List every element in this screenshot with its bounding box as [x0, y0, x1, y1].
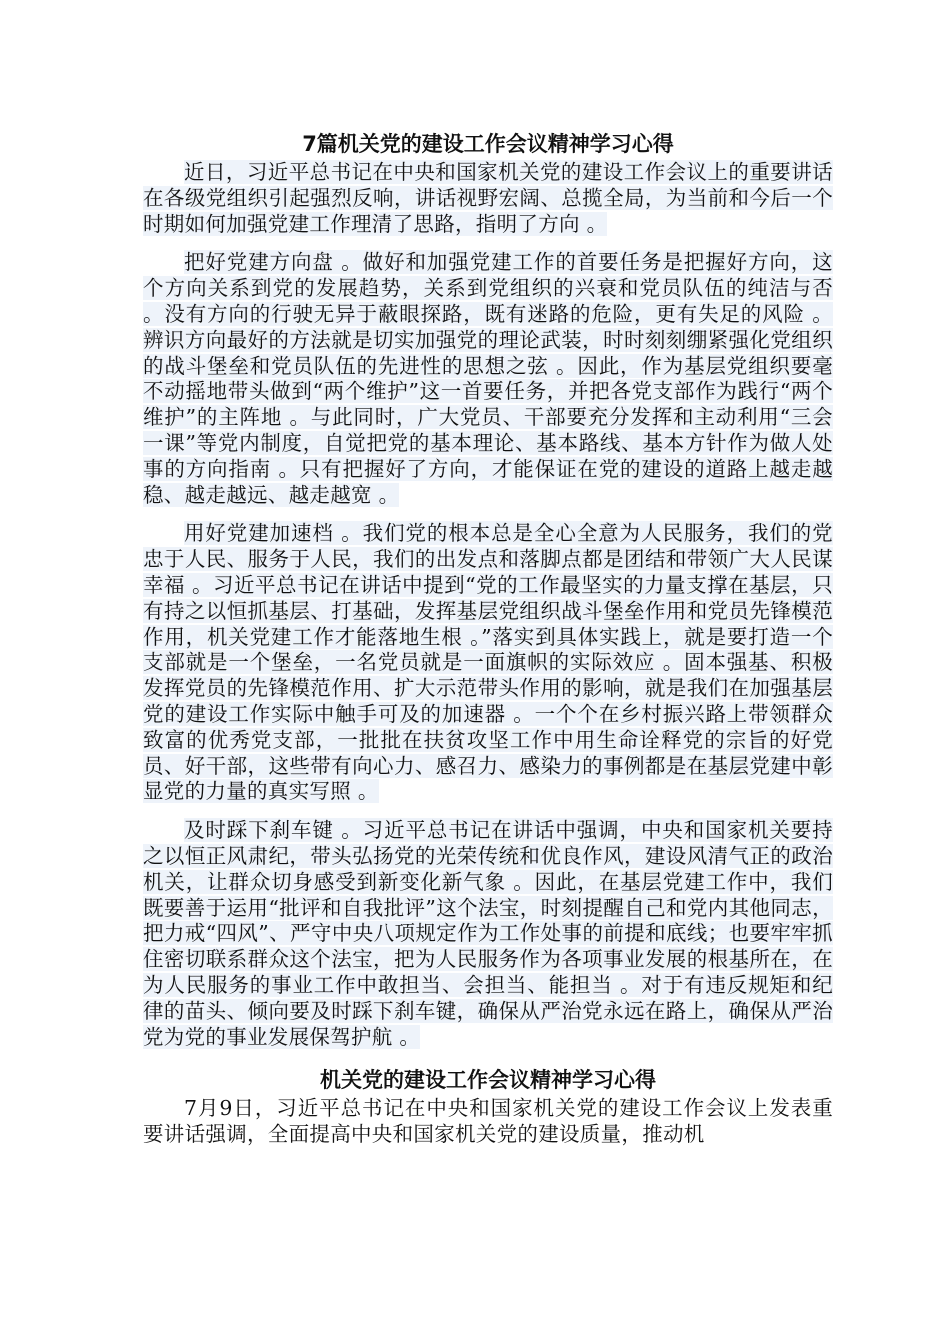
- paragraph-brake: [143, 818, 833, 1050]
- paragraph-text: 近日，习近平总书记在中央和国家机关党的建设工作会议上的重要讲话在各级党组织引起强烈反响，讲话视野宏阔、总揽全局，为当前和今后一个时期如何加强党建工作理清了思路，指明了方向 。: [143, 160, 833, 236]
- paragraph-text: 用好党建加速档 。我们党的根本总是全心全意为人民服务，我们的党忠于人民、服务于人民，我们的出发点和落脚点都是团结和带领广大人民谋幸福 。习近平总书记在讲话中提到“党的工作最坚实的力量支撑在基层，只有持之以恒抓基层、打基础，发挥基层党组织战斗堡垒作用和党员先锋模范作用，机关党建工作才能落地生根 。”落实到具体实践上，就是要打造一个支部就是一个堡垒，一名党员就是一面旗帜的实际效应 。固本强基、积极发挥党员的先锋模范作用、扩大示范带头作用的影响，就是我们在加强基层党的建设工作实际中触手可及的加速器 。一个个在乡村振兴路上带领群众致富的优秀党支部，一批批在扶贫攻坚工作中用生命诠释党的宗旨的好党员、好干部，这些带有向心力、感召力、感染力的事例都是在基层党建中彰显党的力量的真实写照 。: [143, 521, 833, 804]
- paragraph-intro: [143, 160, 833, 237]
- paragraph-accelerate: [143, 521, 833, 805]
- document-body: [143, 128, 833, 1148]
- paragraph-text: 及时踩下刹车键 。习近平总书记在讲话中强调，中央和国家机关要持之以恒正风肃纪，带头弘扬党的光荣传统和优良作风，建设风清气正的政治机关，让群众切身感受到新变化新气象 。因此，在基层党建工作中，我们既要善于运用“批评和自我批评”这个法宝，时刻提醒自己和党内其他同志，把力戒“四风”、严守中央八项规定作为工作处事的前提和底线；也要牢牢抓住密切联系群众这个法宝，把为人民服务作为各项事业发展的根基所在，在为人民服务的事业工作中敢担当、会担当、能担当 。对于有违反规矩和纪律的苗头、倾向要及时踩下刹车键，确保从严治党永远在路上，确保从严治党为党的事业发展保驾护航 。: [143, 818, 833, 1049]
- paragraph-text: 7月9日，习近平总书记在中央和国家机关党的建设工作会议上发表重要讲话强调，全面提高中央和国家机关党的建设质量，推动机: [143, 1096, 833, 1147]
- paragraph-direction: [143, 250, 833, 508]
- section-title: 机关党的建设工作会议精神学习心得: [320, 1068, 656, 1093]
- paragraph-text: 把好党建方向盘 。做好和加强党建工作的首要任务是把握好方向，这个方向关系到党的发展趋势，关系到党组织的兴衰和党员队伍的纯洁与否 。没有方向的行驶无异于蔽眼探路，既有迷路的危险，更有失足的风险 。辨识方向最好的方法就是切实加强党的理论武装，时时刻刻绷紧强化党组织的战斗堡垒和党员队伍的先进性的思想之弦 。因此，作为基层党组织要毫不动摇地带头做到“两个维护”这一首要任务，并把各党支部作为践行“两个维护”的主阵地 。与此同时，广大党员、干部要充分发挥和主动利用“三会一课”等党内制度，自觉把党的基本理论、基本路线、基本方针作为做人处事的方向指南 。只有把握好了方向，才能保证在党的建设的道路上越走越稳、越走越远、越走越宽 。: [143, 250, 833, 507]
- document-title: 7篇机关党的建设工作会议精神学习心得: [302, 132, 674, 156]
- paragraph-section-2-intro: [143, 1096, 833, 1148]
